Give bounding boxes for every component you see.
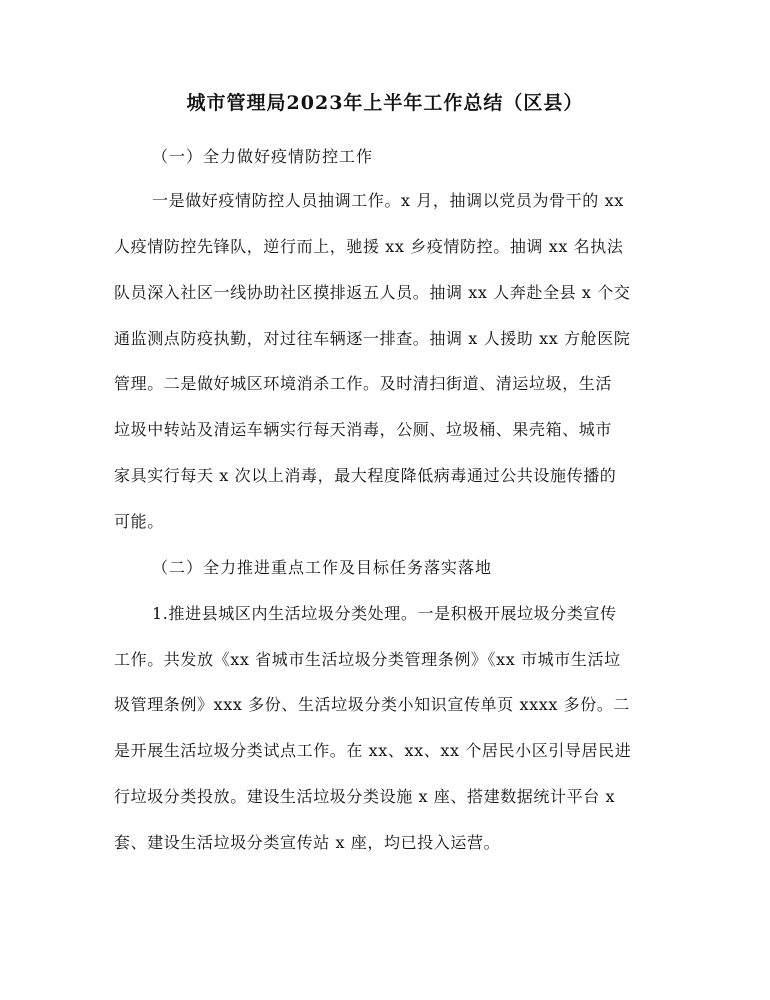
section-1-line-8: 可能。 — [114, 512, 164, 531]
section-2-line-4: 是开展生活垃圾分类试点工作。在 xx、xx、xx 个居民小区引导居民进 — [114, 741, 632, 760]
section-1-line-4: 通监测点防疫执勤，对过往车辆逐一排查。抽调 x 人援助 xx 方舱医院 — [114, 329, 631, 348]
section-1-line-6: 垃圾中转站及清运车辆实行每天消毒，公厕、垃圾桶、果壳箱、城市 — [114, 420, 613, 439]
section-1-line-3: 队员深入社区一线协助社区摸排返五人员。抽调 xx 人奔赴全县 x 个交 — [114, 283, 631, 302]
document-title: 城市管理局2023年上半年工作总结（区县） — [186, 92, 584, 114]
section-1-line-1: 一是做好疫情防控人员抽调工作。x 月，抽调以党员为骨干的 xx — [152, 191, 624, 210]
section-2-line-5: 行垃圾分类投放。建设生活垃圾分类设施 x 座、搭建数据统计平台 x — [114, 787, 616, 806]
section-1-heading: （一）全力做好疫情防控工作 — [152, 147, 374, 166]
section-2-line-6: 套、建设生活垃圾分类宣传站 x 座，均已投入运营。 — [114, 833, 501, 852]
section-2-line-3: 圾管理条例》xxx 多份、生活垃圾分类小知识宣传单页 xxxx 多份。二 — [114, 695, 631, 714]
section-1-line-5: 管理。二是做好城区环境消杀工作。及时清扫街道、清运垃圾，生活 — [114, 374, 613, 393]
section-1-line-7: 家具实行每天 x 次以上消毒，最大程度降低病毒通过公共设施传播的 — [114, 466, 617, 485]
section-2-line-1: 1.推进县城区内生活垃圾分类处理。一是积极开展垃圾分类宣传 — [152, 604, 617, 623]
section-2-heading: （二）全力推进重点工作及目标任务落实落地 — [152, 558, 493, 577]
section-2-line-2: 工作。共发放《xx 省城市生活垃圾分类管理条例》《xx 市城市生活垃 — [114, 650, 621, 669]
section-1-line-2: 人疫情防控先锋队，逆行而上，驰援 xx 乡疫情防控。抽调 xx 名执法 — [114, 237, 624, 256]
